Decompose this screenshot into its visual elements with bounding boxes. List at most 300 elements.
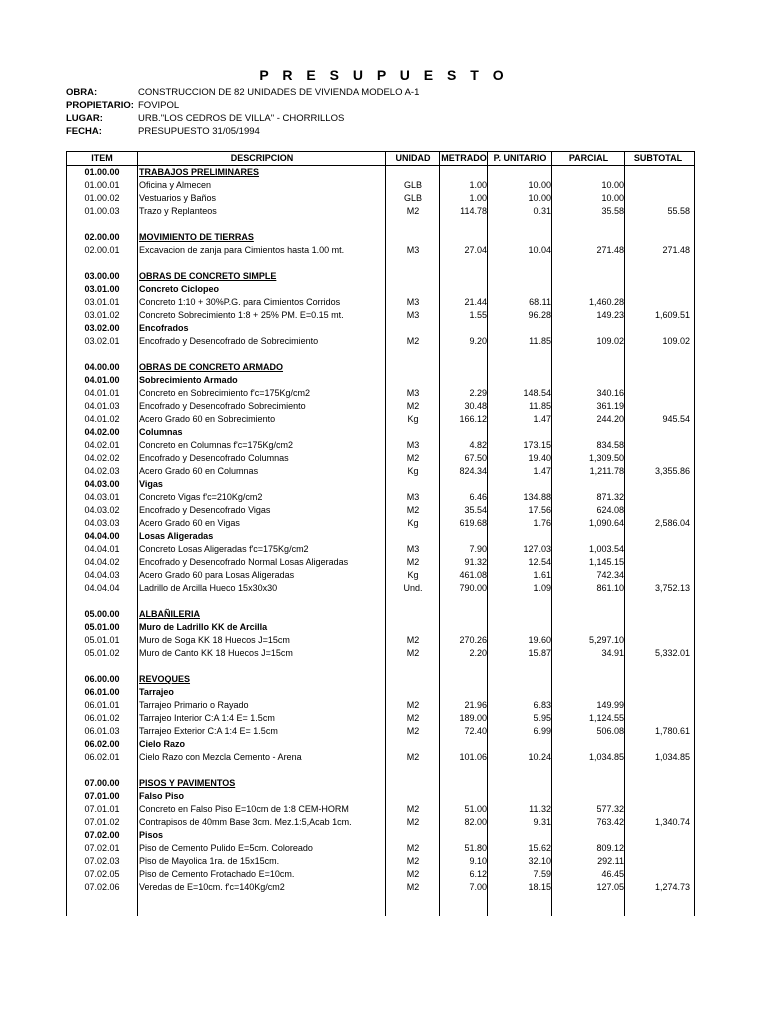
cell-subtotal bbox=[626, 192, 690, 205]
cell-unit bbox=[387, 478, 439, 491]
cell-description: ALBAÑILERIA bbox=[139, 609, 200, 619]
section-row bbox=[67, 270, 694, 283]
cell-unit-price: 11.32 bbox=[529, 804, 551, 814]
cell-item: 04.04.03 bbox=[84, 570, 120, 580]
cell-description: Tarrajeo bbox=[139, 687, 174, 697]
table-row bbox=[67, 712, 694, 725]
cell-unit-price: 96.28 bbox=[528, 310, 551, 320]
cell-description: Sobrecimiento Armado bbox=[139, 375, 238, 385]
cell-metrado: 72.40 bbox=[464, 726, 487, 736]
cell-item: 03.01.02 bbox=[84, 310, 120, 320]
cell-item: 05.01.02 bbox=[84, 648, 120, 658]
cell-unit: Kg bbox=[407, 466, 419, 476]
cell-unit-price bbox=[489, 426, 551, 439]
cell-metrado bbox=[441, 686, 487, 699]
cell-subtotal bbox=[626, 855, 690, 868]
cell-unit-price: 15.62 bbox=[528, 843, 551, 853]
cell-item: 04.02.02 bbox=[84, 453, 120, 463]
cell-subtotal bbox=[626, 868, 690, 881]
cell-unit-price bbox=[489, 621, 551, 634]
cell-parcial: 292.11 bbox=[597, 856, 624, 866]
cell-unit-price: 10.04 bbox=[528, 245, 551, 255]
cell-description: Cielo Razo bbox=[139, 739, 186, 749]
table-row bbox=[67, 205, 694, 218]
cell-parcial bbox=[553, 686, 624, 699]
info-value: URB."LOS CEDROS DE VILLA" - CHORRILLOS bbox=[138, 113, 345, 124]
cell-item: 01.00.01 bbox=[84, 180, 120, 190]
cell-unit: M2 bbox=[406, 648, 420, 658]
cell-description: MOVIMIENTO DE TIERRAS bbox=[139, 232, 254, 242]
cell-unit: Kg bbox=[407, 570, 419, 580]
cell-subtotal bbox=[626, 283, 690, 296]
cell-unit-price: 134.88 bbox=[523, 492, 551, 502]
cell-description: Concreto Losas Aligeradas f'c=175Kg/cm2 bbox=[139, 544, 309, 554]
subsection-row bbox=[67, 738, 694, 751]
cell-metrado bbox=[441, 673, 487, 686]
cell-unit bbox=[387, 790, 439, 803]
cell-subtotal bbox=[626, 699, 690, 712]
table-row bbox=[67, 751, 694, 764]
cell-item: 07.02.00 bbox=[84, 830, 120, 840]
cell-parcial: 361.19 bbox=[596, 401, 624, 411]
cell-item: 04.04.02 bbox=[84, 557, 120, 567]
table-row bbox=[67, 387, 694, 400]
cell-unit-price: 68.11 bbox=[529, 297, 551, 307]
cell-subtotal bbox=[626, 608, 690, 621]
cell-item: 07.01.00 bbox=[84, 791, 120, 801]
info-lugar bbox=[66, 112, 419, 125]
cell-unit bbox=[387, 426, 439, 439]
table-row bbox=[67, 725, 694, 738]
section-row bbox=[67, 608, 694, 621]
cell-unit-price bbox=[489, 608, 551, 621]
cell-unit-price bbox=[489, 361, 551, 374]
cell-item: 07.02.06 bbox=[84, 882, 120, 892]
cell-item: 06.01.00 bbox=[84, 687, 120, 697]
table-row bbox=[67, 400, 694, 413]
cell-unit bbox=[387, 322, 439, 335]
cell-item: 05.01.00 bbox=[84, 622, 120, 632]
cell-unit-price: 32.10 bbox=[528, 856, 551, 866]
info-value: CONSTRUCCION DE 82 UNIDADES DE VIVIENDA MODELO A-1 bbox=[138, 87, 420, 98]
cell-metrado: 7.00 bbox=[469, 882, 487, 892]
cell-item: 02.00.00 bbox=[84, 232, 120, 242]
cell-subtotal bbox=[626, 556, 690, 569]
info-label: LUGAR: bbox=[66, 113, 103, 124]
cell-subtotal bbox=[626, 842, 690, 855]
cell-subtotal: 5,332.01 bbox=[654, 648, 690, 658]
cell-parcial bbox=[553, 777, 624, 790]
cell-unit-price: 10.00 bbox=[528, 180, 551, 190]
cell-unit-price: 6.99 bbox=[533, 726, 551, 736]
cell-metrado: 270.26 bbox=[459, 635, 487, 645]
cell-item: 01.00.00 bbox=[84, 167, 120, 177]
cell-parcial: 34.91 bbox=[601, 648, 624, 658]
cell-item: 05.00.00 bbox=[84, 609, 120, 619]
cell-parcial: 46.45 bbox=[601, 869, 624, 879]
cell-description: Veredas de E=10cm. f'c=140Kg/cm2 bbox=[139, 882, 285, 892]
cell-metrado: 101.06 bbox=[459, 752, 487, 762]
cell-subtotal: 2,586.04 bbox=[654, 518, 690, 528]
cell-metrado: 166.12 bbox=[459, 414, 487, 424]
cell-item: 04.01.01 bbox=[84, 388, 120, 398]
cell-unit-price bbox=[489, 322, 551, 335]
cell-metrado: 2.20 bbox=[469, 648, 487, 658]
cell-unit-price: 9.31 bbox=[533, 817, 551, 827]
cell-parcial bbox=[553, 608, 624, 621]
cell-parcial bbox=[553, 829, 624, 842]
cell-description: Acero Grado 60 en Vigas bbox=[139, 518, 240, 528]
cell-subtotal bbox=[626, 634, 690, 647]
cell-unit: M2 bbox=[406, 713, 420, 723]
cell-unit: Kg bbox=[407, 414, 419, 424]
cell-subtotal: 1,340.74 bbox=[654, 817, 690, 827]
cell-unit-price bbox=[489, 686, 551, 699]
budget-table bbox=[66, 151, 695, 916]
table-row bbox=[67, 868, 694, 881]
cell-parcial: 1,309.50 bbox=[588, 453, 624, 463]
cell-unit: M2 bbox=[406, 856, 420, 866]
cell-item: 04.00.00 bbox=[84, 362, 120, 372]
cell-unit: M2 bbox=[406, 206, 420, 216]
cell-subtotal bbox=[626, 803, 690, 816]
cell-item: 04.01.03 bbox=[84, 401, 120, 411]
cell-parcial: 742.34 bbox=[596, 570, 624, 580]
cell-unit bbox=[387, 621, 439, 634]
cell-parcial: 809.12 bbox=[596, 843, 624, 853]
cell-subtotal bbox=[626, 738, 690, 751]
cell-description: Columnas bbox=[139, 427, 183, 437]
cell-metrado bbox=[441, 231, 487, 244]
cell-metrado: 9.20 bbox=[469, 336, 487, 346]
cell-subtotal bbox=[626, 491, 690, 504]
cell-parcial bbox=[553, 790, 624, 803]
cell-metrado: 2.29 bbox=[469, 388, 487, 398]
cell-unit: M3 bbox=[406, 310, 420, 320]
cell-parcial: 244.20 bbox=[596, 414, 624, 424]
cell-parcial: 35.58 bbox=[601, 206, 624, 216]
cell-parcial bbox=[553, 621, 624, 634]
cell-unit-price: 1.61 bbox=[533, 570, 551, 580]
header-parcial: PARCIAL bbox=[568, 153, 609, 163]
cell-subtotal bbox=[626, 322, 690, 335]
cell-parcial: 109.02 bbox=[596, 336, 624, 346]
cell-unit: M2 bbox=[406, 557, 420, 567]
cell-subtotal: 1,034.85 bbox=[654, 752, 690, 762]
info-propietario bbox=[66, 99, 419, 112]
cell-parcial: 10.00 bbox=[601, 180, 624, 190]
cell-metrado bbox=[441, 283, 487, 296]
cell-subtotal: 3,355.86 bbox=[654, 466, 690, 476]
cell-unit bbox=[387, 608, 439, 621]
cell-parcial: 1,211.78 bbox=[589, 466, 624, 476]
cell-metrado: 82.00 bbox=[464, 817, 487, 827]
cell-subtotal bbox=[626, 829, 690, 842]
table-row bbox=[67, 543, 694, 556]
cell-item: 01.00.02 bbox=[84, 193, 120, 203]
cell-unit: M2 bbox=[406, 336, 420, 346]
table-row bbox=[67, 881, 694, 894]
info-obra bbox=[66, 86, 419, 99]
cell-description: Cielo Razo con Mezcla Cemento - Arena bbox=[139, 752, 302, 762]
cell-unit: M3 bbox=[406, 492, 420, 502]
cell-unit-price: 1.47 bbox=[533, 414, 551, 424]
cell-description: Encofrados bbox=[139, 323, 189, 333]
project-info bbox=[66, 86, 419, 138]
cell-subtotal bbox=[626, 400, 690, 413]
cell-unit: M2 bbox=[406, 635, 420, 645]
cell-unit bbox=[387, 686, 439, 699]
cell-parcial: 127.05 bbox=[596, 882, 624, 892]
cell-unit-price bbox=[489, 673, 551, 686]
section-row bbox=[67, 777, 694, 790]
cell-unit-price: 19.40 bbox=[528, 453, 551, 463]
cell-description: Oficina y Almecen bbox=[139, 180, 212, 190]
cell-description: TRABAJOS PRELIMINARES bbox=[139, 167, 260, 177]
cell-subtotal bbox=[626, 569, 690, 582]
cell-subtotal bbox=[626, 231, 690, 244]
cell-unit: M2 bbox=[406, 700, 420, 710]
table-row bbox=[67, 192, 694, 205]
cell-item: 07.00.00 bbox=[84, 778, 120, 788]
cell-description: REVOQUES bbox=[139, 674, 191, 684]
table-row bbox=[67, 816, 694, 829]
cell-item: 04.03.00 bbox=[84, 479, 120, 489]
blank-row bbox=[67, 257, 694, 270]
blank-row bbox=[67, 595, 694, 608]
cell-parcial: 1,460.28 bbox=[588, 297, 624, 307]
cell-unit-price bbox=[489, 270, 551, 283]
cell-description: Concreto Ciclopeo bbox=[139, 284, 220, 294]
cell-parcial bbox=[553, 478, 624, 491]
header-subtotal: SUBTOTAL bbox=[633, 153, 683, 163]
table-row bbox=[67, 582, 694, 595]
cell-parcial bbox=[553, 322, 624, 335]
cell-unit: Und. bbox=[403, 583, 423, 593]
subsection-row bbox=[67, 283, 694, 296]
cell-parcial: 1,124.55 bbox=[588, 713, 624, 723]
cell-unit-price bbox=[489, 738, 551, 751]
blank-row bbox=[67, 764, 694, 777]
cell-parcial: 1,145.15 bbox=[588, 557, 624, 567]
cell-unit: M3 bbox=[406, 544, 420, 554]
cell-unit-price bbox=[489, 478, 551, 491]
cell-unit bbox=[387, 166, 439, 179]
cell-item: 04.02.00 bbox=[84, 427, 120, 437]
cell-description: Tarrajeo Interior C:A 1:4 E= 1.5cm bbox=[139, 713, 275, 723]
cell-unit: GLB bbox=[403, 180, 422, 190]
header-metrado: METRADO bbox=[441, 153, 487, 163]
cell-description: Piso de Cemento Pulido E=5cm. Coloreado bbox=[139, 843, 313, 853]
cell-unit: M2 bbox=[406, 869, 420, 879]
cell-metrado: 1.00 bbox=[469, 193, 487, 203]
table-row bbox=[67, 855, 694, 868]
cell-unit-price bbox=[489, 166, 551, 179]
cell-unit-price: 12.54 bbox=[528, 557, 551, 567]
cell-description: Acero Grado 60 en Columnas bbox=[139, 466, 259, 476]
cell-unit-price: 18.15 bbox=[528, 882, 551, 892]
cell-metrado bbox=[441, 621, 487, 634]
cell-unit: Kg bbox=[407, 518, 419, 528]
cell-description: Concreto 1:10 + 30%P.G. para Cimientos Corridos bbox=[139, 297, 341, 307]
header-unit-price: P. UNITARIO bbox=[493, 153, 547, 163]
table-row bbox=[67, 491, 694, 504]
table-row bbox=[67, 556, 694, 569]
info-label: FECHA: bbox=[66, 126, 102, 137]
cell-subtotal: 1,780.61 bbox=[654, 726, 690, 736]
cell-subtotal: 55.58 bbox=[667, 206, 690, 216]
cell-metrado bbox=[441, 777, 487, 790]
cell-parcial: 624.08 bbox=[596, 505, 624, 515]
subsection-row bbox=[67, 686, 694, 699]
cell-parcial bbox=[553, 361, 624, 374]
table-row bbox=[67, 465, 694, 478]
cell-description: Concreto Vigas f'c=210Kg/cm2 bbox=[139, 492, 263, 502]
cell-subtotal: 3,752.13 bbox=[654, 583, 690, 593]
cell-unit-price bbox=[489, 283, 551, 296]
cell-metrado: 27.04 bbox=[464, 245, 487, 255]
cell-unit-price: 11.85 bbox=[529, 336, 551, 346]
cell-parcial: 1,034.85 bbox=[588, 752, 624, 762]
cell-unit: M2 bbox=[406, 752, 420, 762]
cell-unit-price bbox=[489, 231, 551, 244]
cell-metrado bbox=[441, 166, 487, 179]
cell-unit-price: 1.76 bbox=[533, 518, 551, 528]
cell-description: Muro de Soga KK 18 Huecos J=15cm bbox=[139, 635, 290, 645]
cell-parcial bbox=[553, 283, 624, 296]
cell-item: 02.00.01 bbox=[84, 245, 120, 255]
cell-description: Tarrajeo Primario o Rayado bbox=[139, 700, 249, 710]
cell-unit-price: 0.31 bbox=[533, 206, 551, 216]
cell-unit bbox=[387, 673, 439, 686]
cell-unit bbox=[387, 361, 439, 374]
cell-item: 04.04.01 bbox=[84, 544, 120, 554]
cell-description: OBRAS DE CONCRETO SIMPLE bbox=[139, 271, 277, 281]
cell-subtotal: 109.02 bbox=[662, 336, 690, 346]
cell-item: 07.02.01 bbox=[84, 843, 120, 853]
cell-unit: M2 bbox=[406, 843, 420, 853]
cell-description: Muro de Ladrillo KK de Arcilla bbox=[139, 622, 268, 632]
section-row bbox=[67, 673, 694, 686]
cell-metrado: 91.32 bbox=[464, 557, 487, 567]
cell-metrado: 619.68 bbox=[459, 518, 487, 528]
cell-unit: M2 bbox=[406, 882, 420, 892]
cell-metrado: 189.00 bbox=[459, 713, 487, 723]
cell-unit: M2 bbox=[406, 453, 420, 463]
cell-unit: M2 bbox=[406, 401, 420, 411]
info-label: PROPIETARIO: bbox=[66, 100, 134, 111]
cell-description: Encofrado y Desencofrado Sobrecimiento bbox=[139, 401, 306, 411]
cell-metrado: 35.54 bbox=[464, 505, 487, 515]
cell-parcial bbox=[553, 231, 624, 244]
info-label: OBRA: bbox=[66, 87, 98, 98]
cell-unit: M2 bbox=[406, 817, 420, 827]
cell-unit-price: 10.24 bbox=[528, 752, 551, 762]
cell-metrado bbox=[441, 530, 487, 543]
cell-parcial: 1,003.54 bbox=[588, 544, 624, 554]
cell-unit-price: 5.95 bbox=[533, 713, 551, 723]
cell-metrado: 51.00 bbox=[464, 804, 487, 814]
cell-item: 05.01.01 bbox=[84, 635, 120, 645]
cell-unit bbox=[387, 777, 439, 790]
cell-parcial: 340.16 bbox=[596, 388, 624, 398]
cell-subtotal bbox=[626, 478, 690, 491]
cell-unit-price: 7.59 bbox=[533, 869, 551, 879]
cell-unit: M3 bbox=[406, 297, 420, 307]
section-row bbox=[67, 361, 694, 374]
subsection-row bbox=[67, 621, 694, 634]
cell-item: 07.01.01 bbox=[84, 804, 120, 814]
cell-description: Losas Aligeradas bbox=[139, 531, 214, 541]
cell-metrado bbox=[441, 374, 487, 387]
cell-item: 04.03.03 bbox=[84, 518, 120, 528]
cell-metrado bbox=[441, 426, 487, 439]
table-row bbox=[67, 569, 694, 582]
cell-subtotal bbox=[626, 387, 690, 400]
cell-unit-price: 10.00 bbox=[528, 193, 551, 203]
cell-description: Muro de Canto KK 18 Huecos J=15cm bbox=[139, 648, 293, 658]
cell-item: 03.01.01 bbox=[84, 297, 120, 307]
cell-description: Encofrado y Desencofrado Normal Losas Aligeradas bbox=[139, 557, 349, 567]
cell-subtotal bbox=[626, 452, 690, 465]
info-value: PRESUPUESTO 31/05/1994 bbox=[138, 126, 260, 137]
cell-subtotal bbox=[626, 374, 690, 387]
cell-subtotal bbox=[626, 777, 690, 790]
cell-description: Excavacion de zanja para Cimientos hasta 1.00 mt. bbox=[139, 245, 345, 255]
cell-subtotal bbox=[626, 361, 690, 374]
cell-unit bbox=[387, 738, 439, 751]
cell-parcial: 1,090.64 bbox=[588, 518, 624, 528]
header-description: DESCRIPCION bbox=[230, 153, 294, 163]
cell-description: Concreto Sobrecimiento 1:8 + 25% PM. E=0.15 mt. bbox=[139, 310, 344, 320]
cell-unit bbox=[387, 374, 439, 387]
cell-unit: M3 bbox=[406, 245, 420, 255]
cell-parcial: 506.08 bbox=[596, 726, 624, 736]
subsection-row bbox=[67, 530, 694, 543]
cell-subtotal bbox=[626, 179, 690, 192]
cell-metrado bbox=[441, 790, 487, 803]
section-row bbox=[67, 231, 694, 244]
cell-item: 07.01.02 bbox=[84, 817, 120, 827]
cell-item: 03.02.00 bbox=[84, 323, 120, 333]
cell-parcial: 271.48 bbox=[596, 245, 624, 255]
cell-metrado: 1.55 bbox=[469, 310, 487, 320]
blank-row bbox=[67, 218, 694, 231]
cell-description: Concreto en Sobrecimiento f'c=175Kg/cm2 bbox=[139, 388, 311, 398]
cell-description: Acero Grado 60 en Sobrecimiento bbox=[139, 414, 276, 424]
table-row bbox=[67, 309, 694, 322]
cell-unit bbox=[387, 829, 439, 842]
cell-metrado: 1.00 bbox=[469, 180, 487, 190]
cell-metrado: 461.08 bbox=[459, 570, 487, 580]
cell-item: 04.04.00 bbox=[84, 531, 120, 541]
cell-description: Contrapisos de 40mm Base 3cm. Mez.1:5,Acab 1cm. bbox=[139, 817, 352, 827]
cell-parcial bbox=[553, 738, 624, 751]
cell-unit-price: 127.03 bbox=[523, 544, 551, 554]
cell-unit-price: 1.09 bbox=[533, 583, 551, 593]
cell-item: 06.01.03 bbox=[84, 726, 120, 736]
cell-metrado: 6.12 bbox=[469, 869, 487, 879]
info-value: FOVIPOL bbox=[138, 100, 180, 111]
cell-metrado bbox=[441, 829, 487, 842]
cell-parcial bbox=[553, 673, 624, 686]
cell-unit-price: 6.83 bbox=[533, 700, 551, 710]
cell-item: 06.00.00 bbox=[84, 674, 120, 684]
cell-subtotal bbox=[626, 673, 690, 686]
cell-metrado bbox=[441, 322, 487, 335]
cell-item: 03.00.00 bbox=[84, 271, 120, 281]
cell-description: PISOS Y PAVIMENTOS bbox=[139, 778, 236, 788]
